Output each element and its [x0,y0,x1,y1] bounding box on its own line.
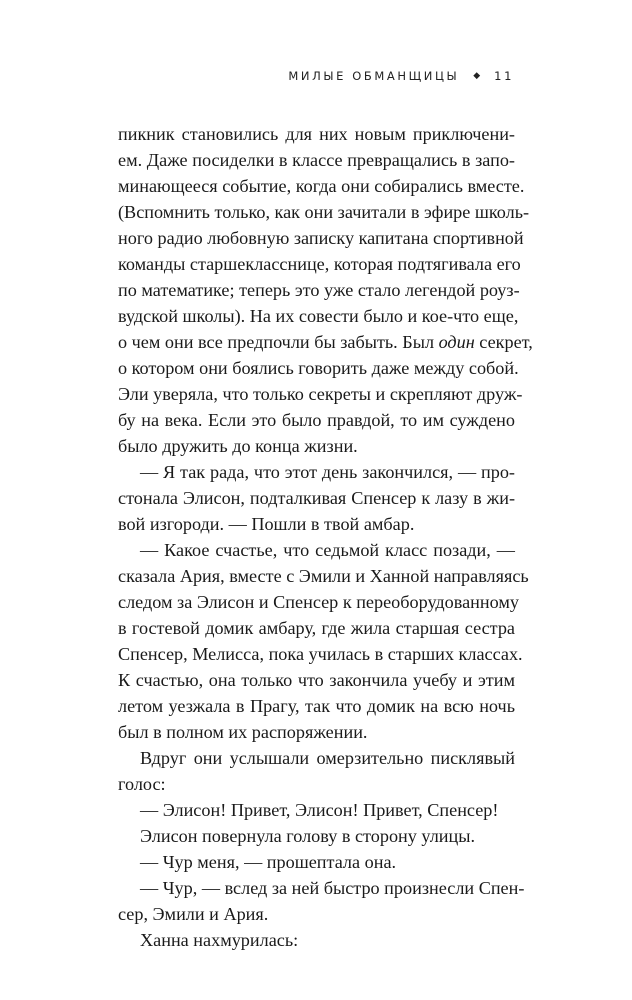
text-line: — Какое счастье, что седьмой класс позади, — [140,540,515,560]
diamond-separator-icon: ◆ [473,71,481,81]
text-line: было дружить до конца жизни. [118,436,358,456]
running-title: МИЛЫЕ ОБМАНЩИЦЫ [288,69,460,83]
text-line: минающееся событие, когда они собирались вместе. [118,176,525,196]
page-number: 11 [494,69,514,83]
text-line: следом за Элисон и Спенсер к переоборудованному [118,592,520,612]
running-header [288,69,514,83]
text-line: был в полном их распоряжении. [118,722,368,742]
paragraph [118,849,515,875]
text-line: К счастью, она только что закончила учебу и этим [118,670,515,690]
paragraph [118,745,515,797]
paragraph [118,875,525,927]
text-line: в гостевой домик амбару, где жила старшая сестра [118,618,515,638]
text-line: Вдруг они услышали омерзительно писклявый [140,748,515,768]
text-line: сказала Ария, вместе с Эмили и Ханной направляясь [118,566,529,586]
text-line: Спенсер, Мелисса, пока училась в старших классах. [118,644,523,664]
text-line: ем. Даже посиделки в классе превращались в запо- [118,150,515,170]
text-line: Эли уверяла, что только секреты и скрепляют друж- [118,384,523,404]
paragraph [118,823,515,849]
paragraph [118,459,515,537]
text-line: летом уезжала в Прагу, так что домик на всю ночь [118,696,515,716]
text-line: — Чур меня, — прошептала она. [140,852,397,872]
text-line: голос: [118,774,166,794]
text-line: — Чур, — вслед за ней быстро произнесли Спен- [140,878,525,898]
text-line: по математике; теперь это уже стало легендой роуз- [118,280,520,300]
text-line: сер, Эмили и Ария. [118,904,269,924]
text-line: команды старшекласснице, которая подтягивала его [118,254,521,274]
text-line: — Я так рада, что этот день закончился, — про- [140,462,515,482]
text-line: ного радио любовную записку капитана спортивной [118,228,524,248]
text-line: о чем они все предпочли бы забыть. Был один секрет, [118,332,533,352]
paragraph [118,797,515,823]
paragraph [118,537,529,745]
text-line: пикник становились для них новым приключени- [118,124,515,144]
emphasis: один [438,332,475,352]
paragraph [118,927,515,953]
text-line: о котором они боялись говорить даже между собой. [118,358,519,378]
text-line: — Элисон! Привет, Элисон! Привет, Спенсер! [140,800,499,820]
text-line: стонала Элисон, подталкивая Спенсер к лазу в жи- [118,488,515,508]
body-text [118,121,533,953]
text-line: Ханна нахмурилась: [140,930,299,950]
text-line: (Вспомнить только, как они зачитали в эфире школь- [118,202,530,222]
text-line: Элисон повернула голову в сторону улицы. [140,826,476,846]
text-line: вудской школы). На их совести было и кое-что еще, [118,306,519,326]
text-line: бу на века. Если это было правдой, то им суждено [118,410,515,430]
paragraph [118,121,533,459]
text-line: вой изгороди. — Пошли в твой амбар. [118,514,415,534]
